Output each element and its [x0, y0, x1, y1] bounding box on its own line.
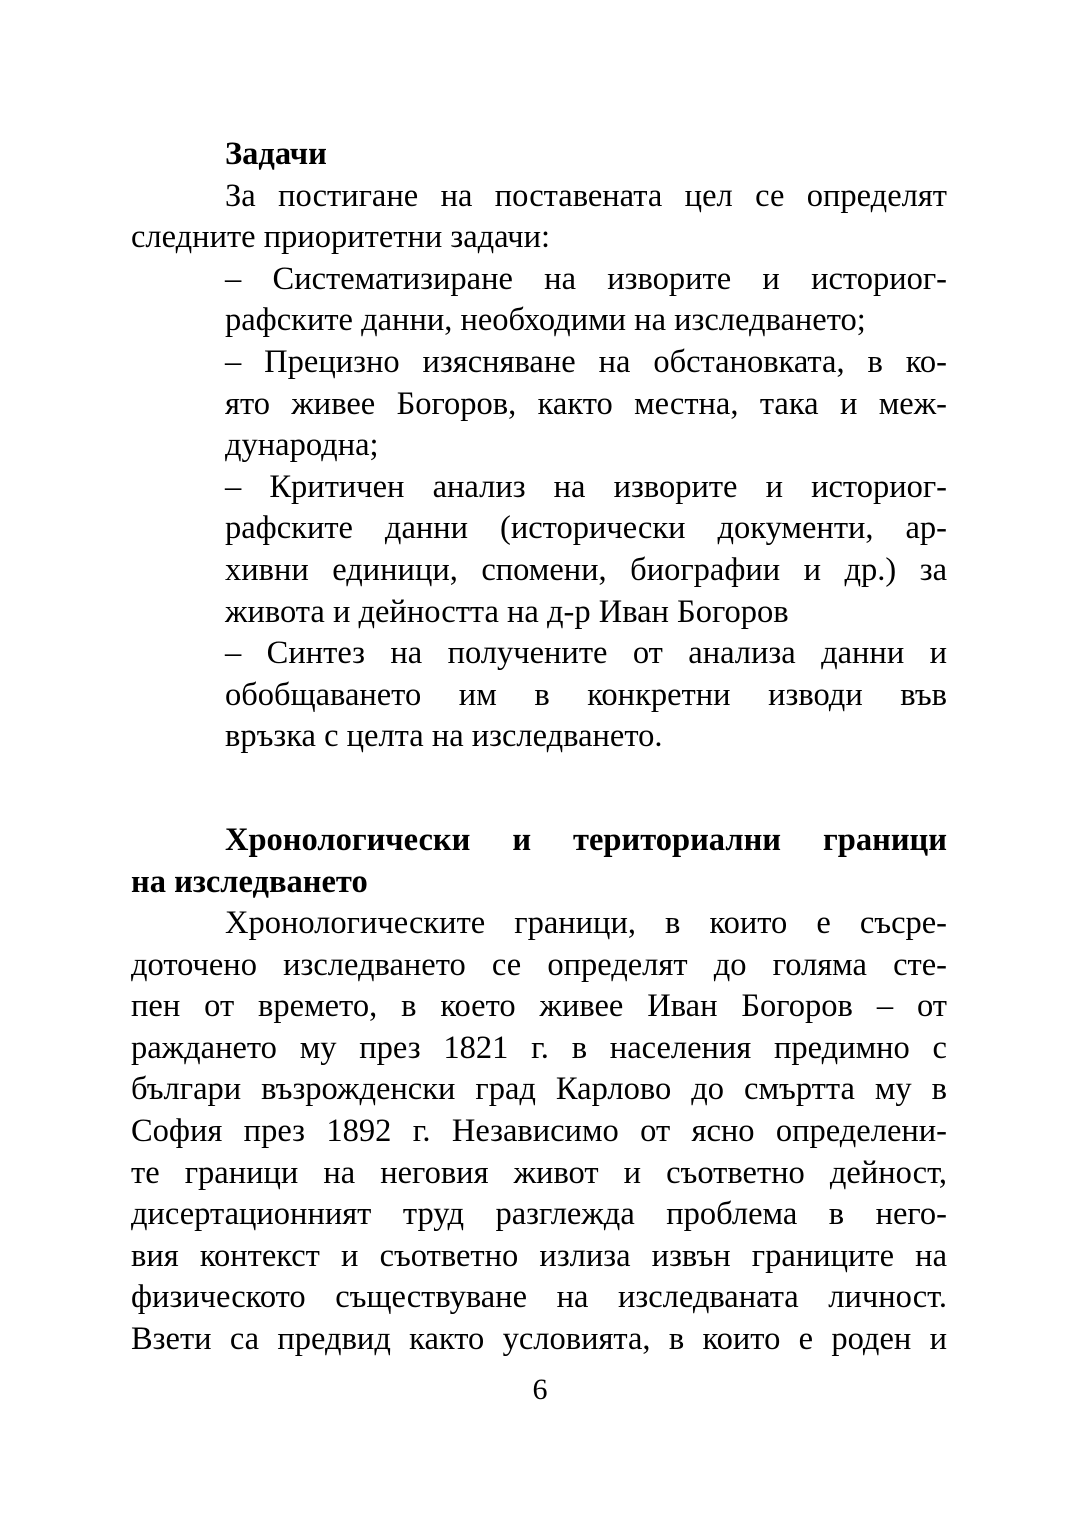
paragraph-line: вия контекст и съответно излиза извън границите на: [131, 1237, 947, 1274]
task-item-line: – Прецизно изясняване на обстановката, в ко-: [225, 343, 947, 380]
tasks-section: [131, 134, 947, 758]
task-item-line: – Критичен анализ на изворите и историог-: [225, 468, 947, 505]
task-item-line: обобщаването им в конкретни изводи във: [225, 676, 947, 713]
boundaries-section: [131, 820, 947, 1361]
section-spacer: [131, 758, 947, 820]
paragraph-line: българи възрожденски град Карлово до смъртта му в: [131, 1071, 947, 1108]
task-item-line: рафските данни (исторически документи, ар-: [225, 510, 947, 547]
task-item-line: – Систематизиране на изворите и историог-: [225, 260, 947, 297]
task-item-line: връзка с целта на изследването.: [225, 718, 663, 755]
tasks-intro-line: За постигане на поставената цел се определят: [225, 177, 947, 214]
tasks-intro-line: следните приоритетни задачи:: [131, 219, 551, 256]
paragraph-line: София през 1892 г. Независимо от ясно определени-: [131, 1113, 947, 1150]
paragraph-line: раждането му през 1821 г. в населения предимно с: [131, 1029, 947, 1066]
boundaries-heading-line: Хронологически и териториални граници: [225, 821, 947, 858]
task-item-line: живота и дейността на д-р Иван Богоров: [225, 593, 789, 630]
task-item: [131, 259, 947, 342]
task-item: [131, 342, 947, 467]
task-item: [131, 633, 947, 758]
paragraph-line: Хронологическите граници, в които е съсре-: [225, 905, 947, 942]
paragraph-line: дисертационният труд разглежда проблема в него-: [131, 1196, 947, 1233]
task-item-line: хивни единици, спомени, биографии и др.) за: [225, 551, 947, 588]
tasks-heading: Задачи: [225, 136, 327, 172]
paragraph-line: Взети са предвид както условията, в които е роден и: [131, 1321, 947, 1358]
page-content: [131, 134, 947, 1361]
paragraph-line: физическото съществуване на изследваната личност.: [131, 1279, 947, 1316]
paragraph-line: те граници на неговия живот и съответно дейност,: [131, 1154, 947, 1191]
page-number: 6: [532, 1373, 548, 1406]
task-item-line: – Синтез на получените от анализа данни и: [225, 635, 947, 672]
boundaries-heading-line: на изследването: [131, 863, 368, 900]
task-item-line: ято живее Богоров, както местна, така и меж-: [225, 385, 947, 422]
task-item-line: рафските данни, необходими на изследването;: [225, 302, 866, 339]
paragraph-line: доточено изследването се определят до голяма сте-: [131, 946, 947, 983]
paragraph-line: пен от времето, в което живее Иван Богоров – от: [131, 988, 947, 1025]
task-item: [131, 467, 947, 633]
task-item-line: дународна;: [225, 427, 379, 464]
